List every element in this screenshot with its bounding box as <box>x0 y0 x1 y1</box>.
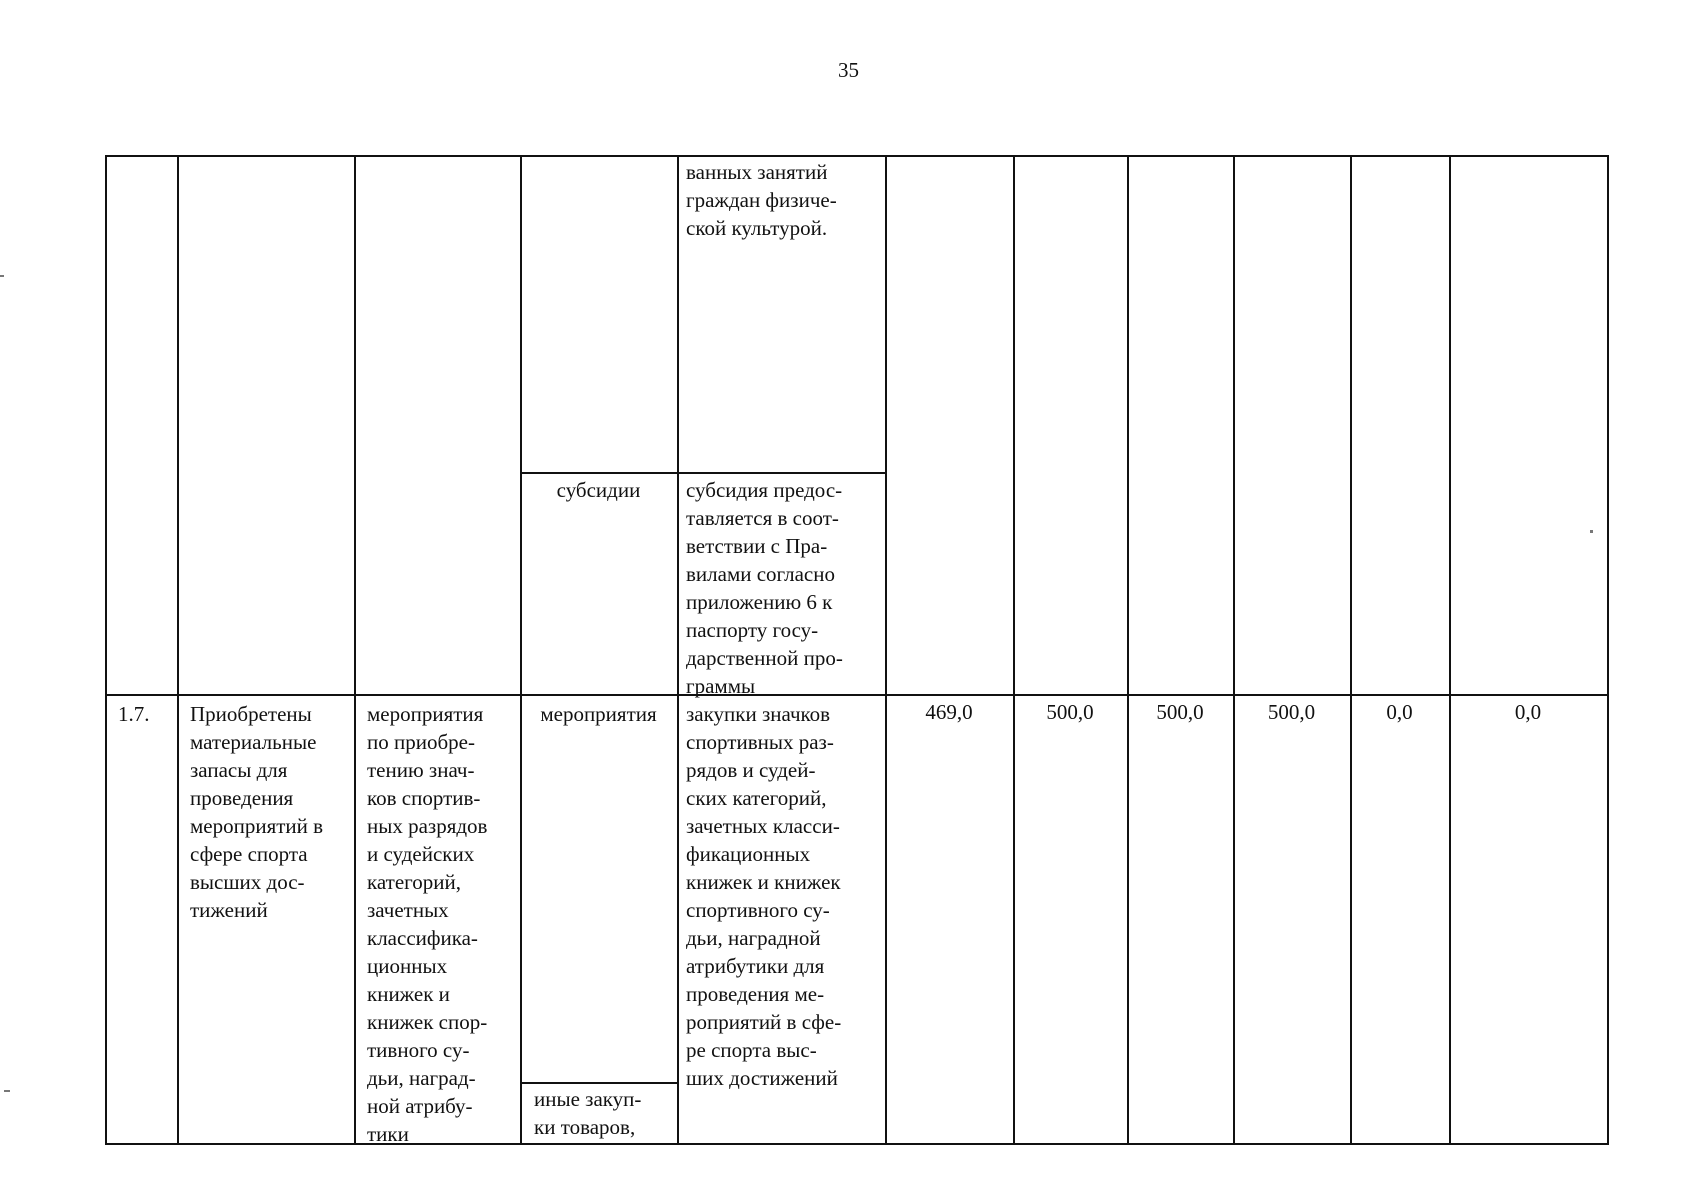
column-divider <box>1127 157 1129 1145</box>
subsidy-type-cell: субсидии <box>556 478 641 502</box>
description-cell: закупки значков спортивных раз- рядов и судей- ских категорий, зачетных класси- фикационных книжек и книжек спортивного су- дьи, наградной атрибутики для проведения ме- роприятий в сфе- ре спорта выс- ших достижений <box>686 702 842 1090</box>
column-divider <box>177 157 179 1145</box>
value-cell: 0,0 <box>1386 700 1413 724</box>
column-divider <box>1449 157 1451 1145</box>
scan-speck <box>4 1090 10 1092</box>
column-divider <box>1233 157 1235 1145</box>
subsidy-description-cell: субсидия предос- тавляется в соот- ветствии с Пра- вилами согласно приложению 6 к паспорту госу- дарственной про- граммы <box>686 478 843 698</box>
type-other-cell: иные закуп- ки товаров, <box>534 1087 642 1139</box>
subsidy-row-divider <box>520 472 885 474</box>
value-cell: 500,0 <box>1156 700 1204 724</box>
continued-description-cell: ванных занятий граждан физиче- ской культурой. <box>686 160 837 240</box>
table-border-top <box>105 155 1609 157</box>
row-number-cell: 1.7. <box>118 702 150 726</box>
value-cell: 469,0 <box>925 700 973 724</box>
column-divider <box>520 157 522 1145</box>
table-border-bottom <box>105 1143 1609 1145</box>
result-cell: Приобретены материальные запасы для проведения мероприятий в сфере спорта высших дос- тижений <box>190 702 324 922</box>
value-cell: 0,0 <box>1514 700 1542 724</box>
measure-cell: мероприятия по приобре- тению знач- ков спортив- ных разрядов и судейских категорий, зачетных классифика- ционных книжек и книжек спор- тивного су- дьи, наград- ной атрибу- тики <box>367 702 488 1146</box>
scan-speck <box>1590 530 1593 533</box>
type-row-divider <box>520 1082 677 1084</box>
page-number: 35 <box>838 58 859 82</box>
column-divider <box>885 157 887 1145</box>
table-border-left <box>105 157 107 1145</box>
type-cell: мероприятия <box>540 702 657 726</box>
column-divider <box>1013 157 1015 1145</box>
column-divider <box>677 157 679 1145</box>
value-cell: 500,0 <box>1046 700 1094 724</box>
column-divider <box>1350 157 1352 1145</box>
column-divider <box>354 157 356 1145</box>
value-cell: 500,0 <box>1267 700 1316 724</box>
table-border-right <box>1607 155 1609 1145</box>
scan-speck <box>0 275 4 277</box>
